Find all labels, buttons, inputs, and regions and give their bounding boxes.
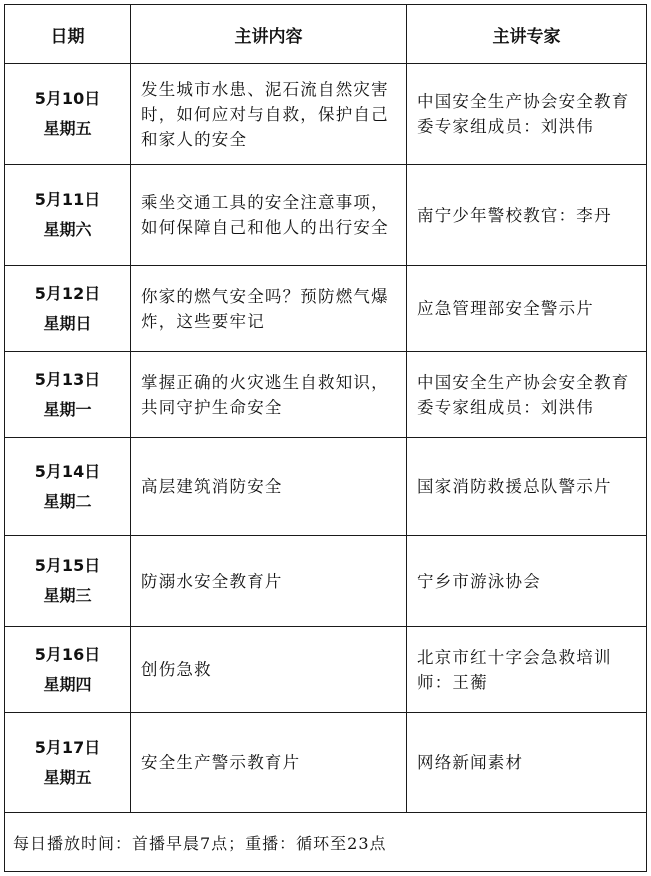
table-header-row — [5, 5, 647, 64]
date-cell — [5, 536, 131, 627]
table-row — [5, 438, 647, 536]
weekday-text: 星期五 — [43, 119, 92, 138]
expert-cell: 网络新闻素材 — [407, 713, 647, 813]
expert-cell: 中国安全生产协会安全教育委专家组成员：刘洪伟 — [407, 64, 647, 165]
topic-cell: 安全生产警示教育片 — [131, 713, 407, 813]
header-expert: 主讲专家 — [407, 5, 647, 64]
date-text: 5月13日 — [34, 369, 101, 389]
expert-cell: 应急管理部安全警示片 — [407, 266, 647, 352]
date-cell — [5, 352, 131, 438]
weekday-text: 星期五 — [43, 767, 92, 787]
table-row — [5, 536, 647, 627]
broadcast-time-note: 每日播放时间：首播早晨7点；重播：循环至23点 — [5, 813, 647, 872]
date-cell — [5, 165, 131, 266]
date-text: 5月15日 — [34, 556, 101, 575]
weekday-text: 星期二 — [43, 491, 92, 511]
expert-cell: 国家消防救援总队警示片 — [407, 438, 647, 536]
date-cell — [5, 627, 131, 713]
topic-cell: 发生城市水患、泥石流自然灾害时，如何应对与自救，保护自己和家人的安全 — [131, 64, 407, 165]
schedule-sheet — [4, 4, 646, 872]
topic-cell: 掌握正确的火灾逃生自救知识，共同守护生命安全 — [131, 352, 407, 438]
table-row — [5, 165, 647, 266]
date-text: 5月16日 — [34, 644, 101, 664]
topic-cell: 创伤急救 — [131, 627, 407, 713]
date-cell — [5, 266, 131, 352]
table-row — [5, 64, 647, 165]
schedule-table — [4, 4, 647, 872]
table-row — [5, 266, 647, 352]
date-cell — [5, 713, 131, 813]
weekday-text: 星期六 — [43, 220, 92, 239]
date-cell — [5, 438, 131, 536]
expert-cell: 南宁少年警校教官：李丹 — [407, 165, 647, 266]
expert-cell: 北京市红十字会急救培训师：王蘅 — [407, 627, 647, 713]
date-cell — [5, 64, 131, 165]
expert-cell: 中国安全生产协会安全教育委专家组成员：刘洪伟 — [407, 352, 647, 438]
topic-cell: 你家的燃气安全吗？预防燃气爆炸，这些要牢记 — [131, 266, 407, 352]
date-text: 5月14日 — [34, 461, 101, 481]
weekday-text: 星期一 — [43, 399, 92, 419]
date-text: 5月10日 — [34, 89, 101, 108]
weekday-text: 星期四 — [43, 674, 92, 694]
table-row — [5, 627, 647, 713]
topic-cell: 乘坐交通工具的安全注意事项，如何保障自己和他人的出行安全 — [131, 165, 407, 266]
topic-cell: 防溺水安全教育片 — [131, 536, 407, 627]
date-text: 5月11日 — [34, 190, 101, 209]
topic-cell: 高层建筑消防安全 — [131, 438, 407, 536]
header-date: 日期 — [5, 5, 131, 64]
weekday-text: 星期三 — [43, 586, 92, 605]
weekday-text: 星期日 — [43, 313, 92, 333]
header-topic: 主讲内容 — [131, 5, 407, 64]
table-row — [5, 352, 647, 438]
footer-row — [5, 813, 647, 872]
date-text: 5月17日 — [34, 737, 101, 757]
expert-cell: 宁乡市游泳协会 — [407, 536, 647, 627]
date-text: 5月12日 — [34, 283, 101, 303]
table-row — [5, 713, 647, 813]
